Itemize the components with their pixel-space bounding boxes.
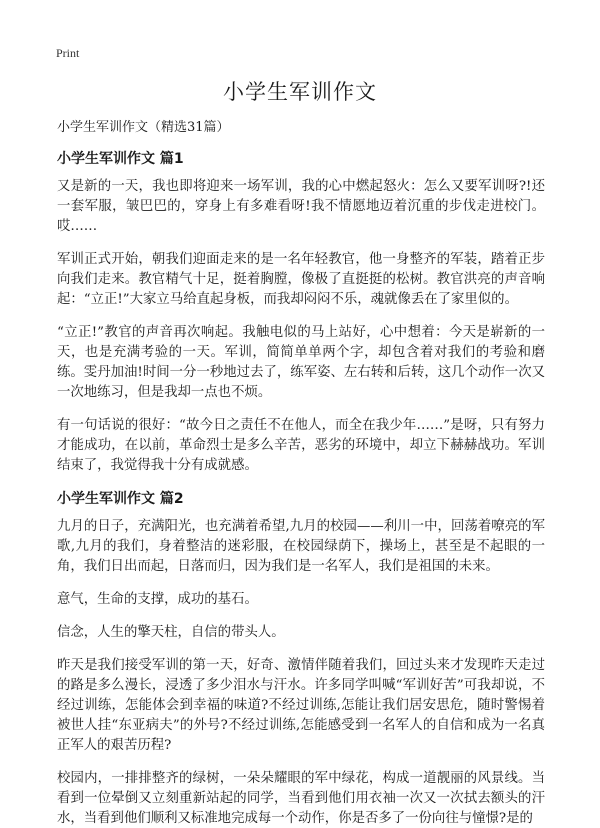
section-heading-1: 小学生军训作文 篇1 (57, 151, 184, 167)
article-subtitle: 小学生军训作文（精选31篇） (57, 120, 230, 135)
paragraph: 意气，生命的支撑，成功的基石。 (57, 592, 258, 607)
page-title: 小学生军训作文 (223, 80, 377, 104)
section-heading-2: 小学生军训作文 篇2 (57, 491, 184, 507)
paragraph: 又是新的一天，我也即将迎来一场军训，我的心中燃起怒火：怎么又要军训呀?!还一套军服，皱巴巴的，穿身上有多难看呀!我不情愿地迈着沉重的步伐走进校门。哎…… (57, 179, 545, 234)
paragraph: “立正!”教官的声音再次响起。我触电似的马上站好，心中想着：今天是崭新的一天，也是充满考验的一天。军训，简简单单两个字，却包含着对我们的考验和磨练。雯丹加油!时间一分一秒地过去了，练军姿、左右转和后转，这几个动作一次又一次地练习，但是我却一点也不烦。 (57, 325, 545, 400)
paragraph: 信念，人生的擎天柱，自信的带头人。 (57, 625, 285, 640)
article-body (57, 118, 545, 828)
paragraph: 昨天是我们接受军训的第一天，好奇、激情伴随着我们，回过头来才发现昨天走过的路是多么漫长，浸透了多少泪水与汗水。许多同学叫喊“军训好苦”可我却说，不经过训练，怎能体会到幸福的味道?不经过训练,怎能让我们居安思危，随时警惕着被世人挂“东亚病夫”的外号?不经过训练,怎能感受到一名军人的自信和成为一名真正军人的艰苦历程? (57, 658, 545, 753)
paragraph: 军训正式开始，朝我们迎面走来的是一名年轻教官，他一身整齐的军装，踏着正步向我们走来。教官精气十足，挺着胸膛，像极了直挺挺的松树。教官洪亮的声音响起：“立正!”大家立马给直起身板，而我却闷闷不乐，魂就像丢在了家里似的。 (57, 252, 545, 307)
paragraph: 校园内，一排排整齐的绿树，一朵朵耀眼的军中绿花，构成一道靓丽的风景线。当看到一位晕倒又立刻重新站起的同学，当看到他们用衣袖一次又一次拭去额头的汗水，当看到他们顺利又标准地完成每一个动作，你是否多了一份向往与憧憬?是的 (57, 771, 545, 826)
print-link[interactable]: Print (56, 46, 80, 60)
paragraph: 九月的日子，充满阳光，也充满着希望,九月的校园——利川一中，回荡着嘹亮的军歌,九月的我们，身着整洁的迷彩服，在校园绿荫下，操场上，甚至是不起眼的一角，我们日出而起，日落而归，因为我们是一名军人，我们是祖国的未来。 (57, 519, 545, 574)
paragraph: 有一句话说的很好：“故今日之责任不在他人，而全在我少年……”是呀，只有努力才能成功，在以前，革命烈士是多么辛苦，恶劣的环境中，却立下赫赫战功。军训结束了，我觉得我十分有成就感。 (57, 418, 545, 473)
